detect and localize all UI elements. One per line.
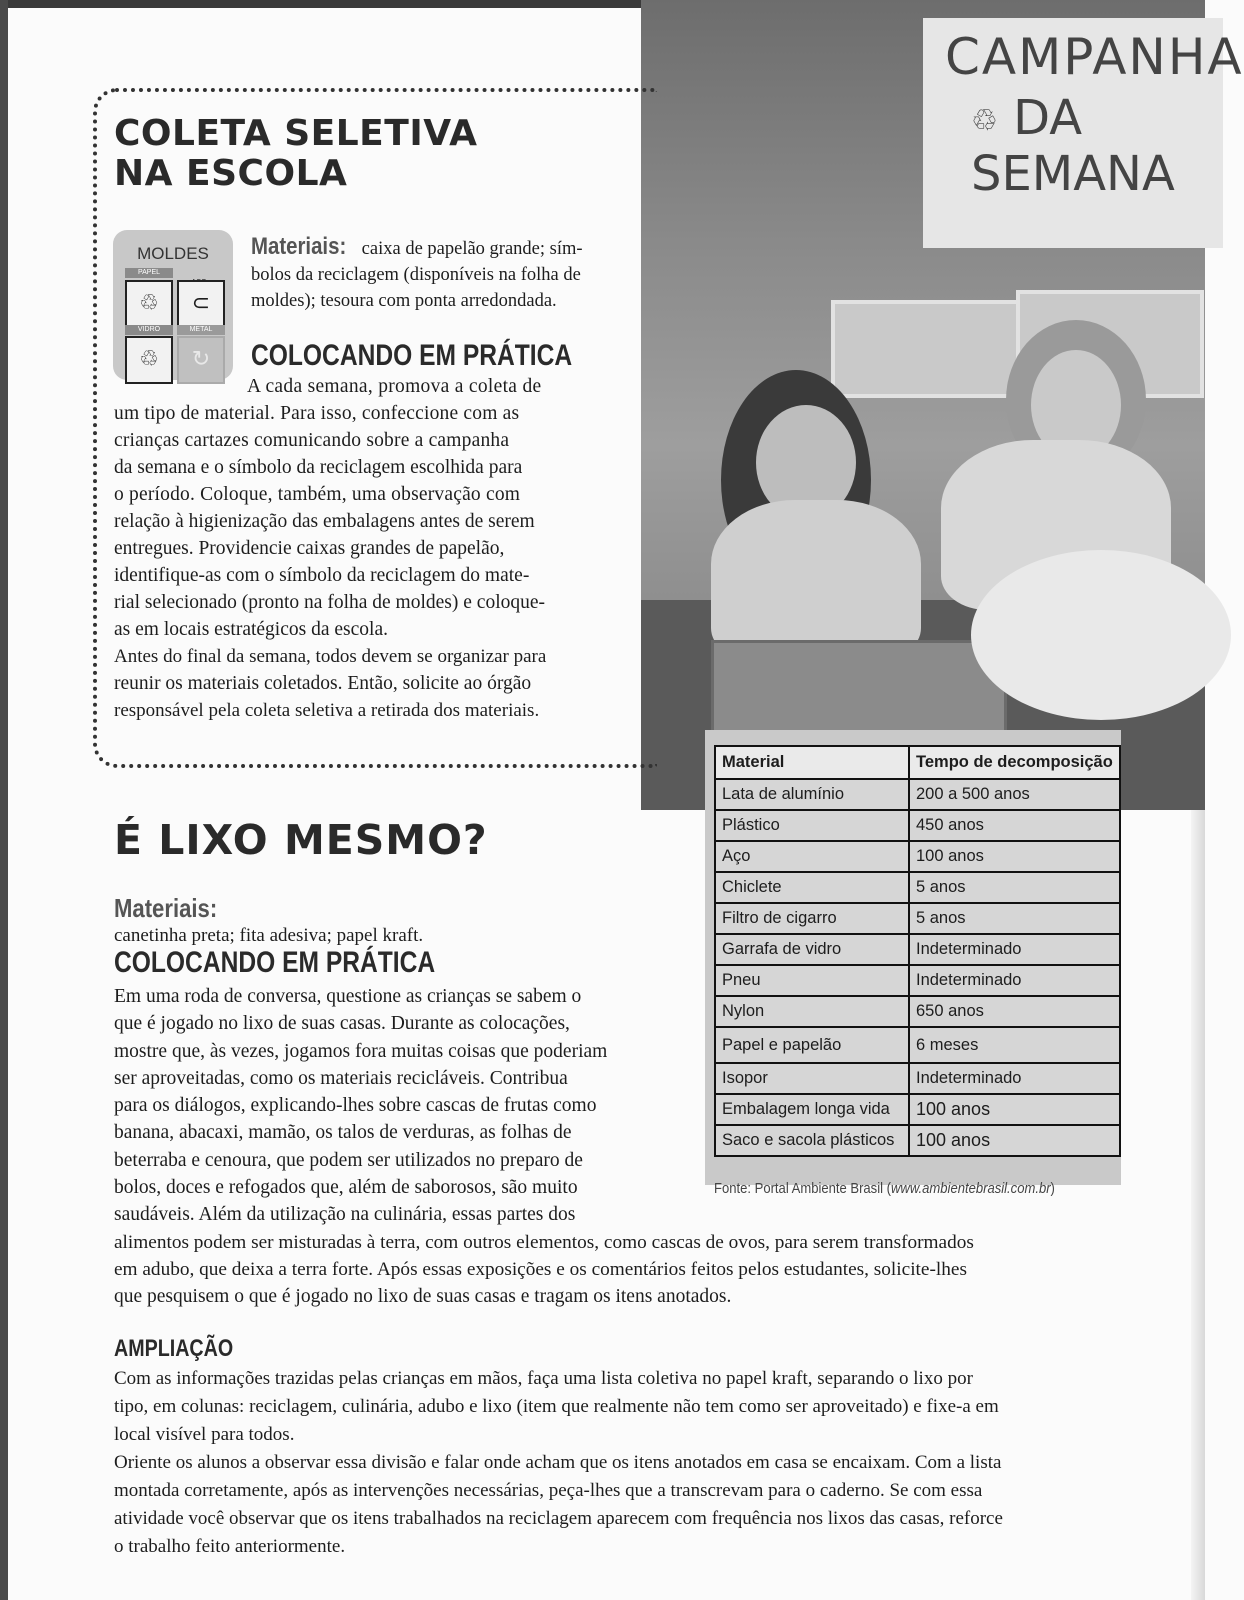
- ampliacao-line: montada corretamente, após as intervenções necessárias, peça-lhes que a transcrevam para o caderno. Se com essa: [114, 1480, 983, 1501]
- banner-title-line2: [971, 90, 1223, 202]
- lixo-title: É LIXO MESMO?: [114, 816, 488, 864]
- coleta-body-line: um tipo de material. Para isso, confeccione com as: [114, 403, 520, 424]
- table-cell-material: Aço: [715, 841, 909, 872]
- table-row: [715, 934, 1120, 965]
- coleta-materials: [251, 234, 583, 314]
- table-cell-time: 100 anos: [909, 1094, 1120, 1125]
- lixo-body-line: alimentos podem ser misturadas à terra, com outros elementos, como cascas de ovos, para serem transformados: [114, 1231, 974, 1253]
- table-source-suffix: ): [1050, 1181, 1055, 1197]
- coleta-materials-line2: bolos da reciclagem (disponíveis na folha de: [251, 265, 581, 285]
- lixo-body-line: que pesquisem o que é jogado no lixo de suas casas e tragam os itens anotados.: [114, 1286, 732, 1308]
- coleta-section-title: COLOCANDO EM PRÁTICA: [251, 339, 573, 372]
- table-cell-material: Pneu: [715, 965, 909, 996]
- coleta-materials-line3: moldes); tesoura com ponta arredondada.: [251, 291, 557, 311]
- lixo-section-title: COLOCANDO EM PRÁTICA: [114, 946, 436, 979]
- coleta-body-line: as em locais estratégicos da escola.: [114, 619, 388, 640]
- table-cell-material: Isopor: [715, 1063, 909, 1094]
- table-source-prefix: Fonte: Portal Ambiente Brasil (: [714, 1181, 891, 1197]
- ampliacao-line: o trabalho feito anteriormente.: [114, 1536, 346, 1557]
- table-header-time: Tempo de decomposição: [909, 746, 1120, 779]
- coleta-body-line: da semana e o símbolo da reciclagem escolhida para: [114, 457, 523, 478]
- table-cell-material: Nylon: [715, 996, 909, 1027]
- table-header-row: [715, 746, 1120, 779]
- table-cell-time: 450 anos: [909, 810, 1120, 841]
- coleta-body-line: rial selecionado (pronto na folha de moldes) e coloque-: [114, 592, 546, 613]
- coleta-body-line: o período. Coloque, também, uma observação com: [114, 484, 521, 505]
- coleta-body: [114, 373, 546, 724]
- ampliacao-title: AMPLIAÇÃO: [114, 1335, 234, 1362]
- coleta-body-line: Antes do final da semana, todos devem se organizar para: [114, 646, 547, 667]
- moldes-tag-metal: METAL: [177, 325, 225, 335]
- coleta-title-line2: NA ESCOLA: [114, 153, 348, 194]
- lixo-body-line: mostre que, às vezes, jogamos fora muitas coisas que poderiam: [114, 1040, 608, 1062]
- lixo-body-line: saudáveis. Além da utilização na culinária, essas partes dos: [114, 1204, 576, 1226]
- plastic-basin: [971, 550, 1231, 720]
- table-cell-material: Saco e sacola plásticos: [715, 1125, 909, 1156]
- coleta-body-line: responsável pela coleta seletiva a retirada dos materiais.: [114, 700, 540, 721]
- campaign-banner: [923, 18, 1244, 248]
- table-cell-time: 100 anos: [909, 1125, 1120, 1156]
- table-cell-time: Indeterminado: [909, 934, 1120, 965]
- table-row: [715, 810, 1120, 841]
- shelf-left: [831, 300, 1029, 398]
- ampliacao-body: [114, 1365, 1003, 1561]
- table-row: [715, 841, 1120, 872]
- coleta-body-line: identifique-as com o símbolo da reciclagem do mate-: [114, 565, 530, 586]
- table-cell-time: Indeterminado: [909, 965, 1120, 996]
- moldes-tag-papel: PAPEL: [125, 268, 173, 278]
- coleta-body-line: entregues. Providencie caixas grandes de papelão,: [114, 538, 505, 559]
- table-cell-time: 6 meses: [909, 1027, 1120, 1063]
- coleta-title-line1: COLETA SELETIVA: [114, 113, 478, 154]
- table-cell-material: Chiclete: [715, 872, 909, 903]
- lixo-materials: [114, 895, 423, 949]
- moldes-tag-vidro: VIDRO: [125, 325, 173, 335]
- lixo-body-line: que é jogado no lixo de suas casas. Durante as colocações,: [114, 1013, 570, 1035]
- lixo-body-line: banana, abacaxi, mamão, os talos de verduras, as folhas de: [114, 1122, 572, 1144]
- moldes-title: MOLDES: [137, 244, 209, 263]
- lixo-materials-line: [114, 895, 423, 949]
- magnet-icon: ⊂: [177, 280, 225, 328]
- table-cell-time: 5 anos: [909, 903, 1120, 934]
- lixo-body-line: bolos, doces e refogados que, além de saborosos, são muito: [114, 1177, 578, 1199]
- ampliacao-line: local visível para todos.: [114, 1424, 295, 1445]
- lixo-body-line: para os diálogos, explicando-lhes sobre cascas de frutas como: [114, 1095, 597, 1117]
- table-row: [715, 903, 1120, 934]
- table-row: [715, 872, 1120, 903]
- table-cell-time: 650 anos: [909, 996, 1120, 1027]
- table-cell-material: Embalagem longa vida: [715, 1094, 909, 1125]
- banner-title-line2-text: DA SEMANA: [971, 90, 1175, 202]
- table-cell-time: 200 a 500 anos: [909, 779, 1120, 810]
- table-cell-material: Filtro de cigarro: [715, 903, 909, 934]
- ampliacao-line: atividade você observar que os itens trabalhados na reciclagem aparecem com frequência nos lixos das casas, reforce: [114, 1508, 1003, 1529]
- coleta-body-line: reunir os materiais coletados. Então, solicite ao órgão: [114, 673, 532, 694]
- table-row: [715, 779, 1120, 810]
- coleta-materials-text1: caixa de papelão grande; sím-: [357, 239, 583, 259]
- lixo-body: [114, 983, 974, 1311]
- table-cell-material: Lata de alumínio: [715, 779, 909, 810]
- coleta-materials-line1: [251, 234, 583, 262]
- coleta-materials-label: Materiais:: [251, 233, 347, 260]
- moldes-card: [113, 230, 233, 380]
- table-cell-time: Indeterminado: [909, 1063, 1120, 1094]
- recycle-icon: ♲: [971, 103, 998, 139]
- table-source-url: www.ambientebrasil.com.br: [890, 1181, 1051, 1197]
- table-cell-material: Garrafa de vidro: [715, 934, 909, 965]
- lixo-body-line: em adubo, que deixa a terra forte. Após essas exposições e os comentários feitos pelos estudantes, solicite-lhes: [114, 1258, 967, 1280]
- table-cell-material: Plástico: [715, 810, 909, 841]
- ampliacao-line: Oriente os alunos a observar essa divisão e falar onde acham que os itens anotados em casa se encaixam. Com a lista: [114, 1452, 1002, 1473]
- lixo-body-line: Em uma roda de conversa, questione as crianças se sabem o: [114, 986, 582, 1007]
- table-header-material: Material: [715, 746, 909, 779]
- coleta-body-line: A cada semana, promova a coleta de: [247, 376, 542, 397]
- table-cell-material: Papel e papelão: [715, 1027, 909, 1063]
- metal-icon: ↻: [177, 336, 225, 384]
- glass-icon: ♲: [125, 336, 173, 384]
- ampliacao-line: Com as informações trazidas pelas crianças em mãos, faça uma lista coletiva no papel kraft, separando o lixo por: [114, 1368, 973, 1389]
- banner-title-line1: CAMPANHA: [945, 28, 1244, 86]
- recycle-icon: ♲: [125, 280, 173, 328]
- table-cell-time: 5 anos: [909, 872, 1120, 903]
- lixo-materials-text: canetinha preta; fita adesiva; papel kraft.: [114, 925, 424, 946]
- girl-left-body: [711, 500, 921, 660]
- lixo-body-line: beterraba e cenoura, que podem ser utilizados no preparo de: [114, 1149, 583, 1171]
- coleta-title: [114, 114, 478, 194]
- coleta-body-line: relação à higienização das embalagens antes de serem: [114, 511, 535, 532]
- lixo-materials-label: Materiais:: [114, 893, 218, 923]
- page-left-border: [0, 0, 8, 1600]
- coleta-body-line: crianças cartazes comunicando sobre a campanha: [114, 430, 510, 451]
- classroom-photo: [641, 0, 1244, 810]
- lixo-body-line: ser aproveitadas, como os materiais recicláveis. Contribua: [114, 1067, 568, 1089]
- table-cell-time: 100 anos: [909, 841, 1120, 872]
- ampliacao-line: tipo, em colunas: reciclagem, culinária, adubo e lixo (item que realmente não tem como ser aproveitado) e fixe-a em: [114, 1396, 999, 1417]
